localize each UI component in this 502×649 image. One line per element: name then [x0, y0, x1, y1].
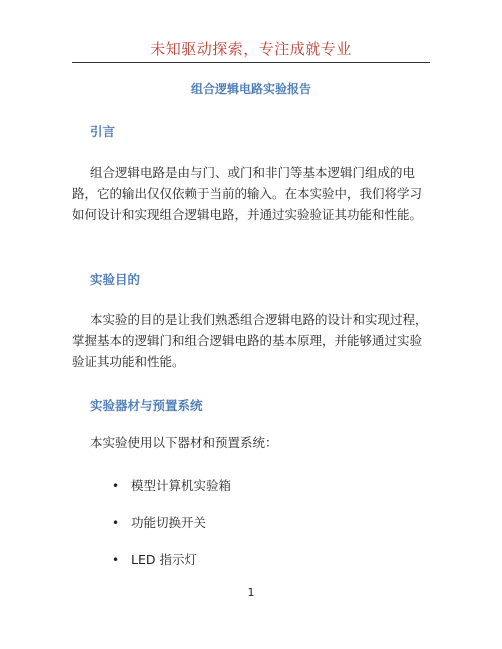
header-divider	[72, 62, 430, 63]
section-heading-purpose: 实验目的	[90, 272, 141, 287]
section-paragraph-introduction: 组合逻辑电路是由与门、或门和非门等基本逻辑门组成的电路，它的输出仅仅依赖于当前的输入。在本实验中，我们将学习如何设计和实现组合逻辑电路，并通过实验验证其功能和性能。	[72, 165, 423, 222]
list-item	[112, 552, 231, 589]
section-heading-introduction: 引言	[90, 124, 116, 139]
page-header: 未知驱动探索，专注成就专业	[150, 40, 352, 58]
list-item	[112, 515, 231, 552]
section-paragraph-purpose: 本实验的目的是让我们熟悉组合逻辑电路的设计和实现过程，掌握基本的逻辑门和组合逻辑电路的基本原理，并能够通过实验验证其功能和性能。	[72, 312, 428, 369]
bullet-icon: •	[112, 479, 120, 493]
list-item-text: LED 指示灯	[131, 552, 197, 567]
bullet-icon: •	[112, 516, 120, 530]
list-item-text: 功能切换开关	[131, 515, 207, 530]
equipment-list	[112, 478, 231, 589]
bullet-icon: •	[112, 553, 120, 567]
list-item	[112, 478, 231, 515]
section-paragraph-equipment: 本实验使用以下器材和预置系统：	[90, 435, 278, 450]
section-heading-equipment: 实验器材与预置系统	[90, 398, 203, 413]
document-title: 组合逻辑电路实验报告	[190, 82, 311, 96]
page-number: 1	[247, 586, 255, 599]
list-item-text: 模型计算机实验箱	[131, 478, 232, 493]
